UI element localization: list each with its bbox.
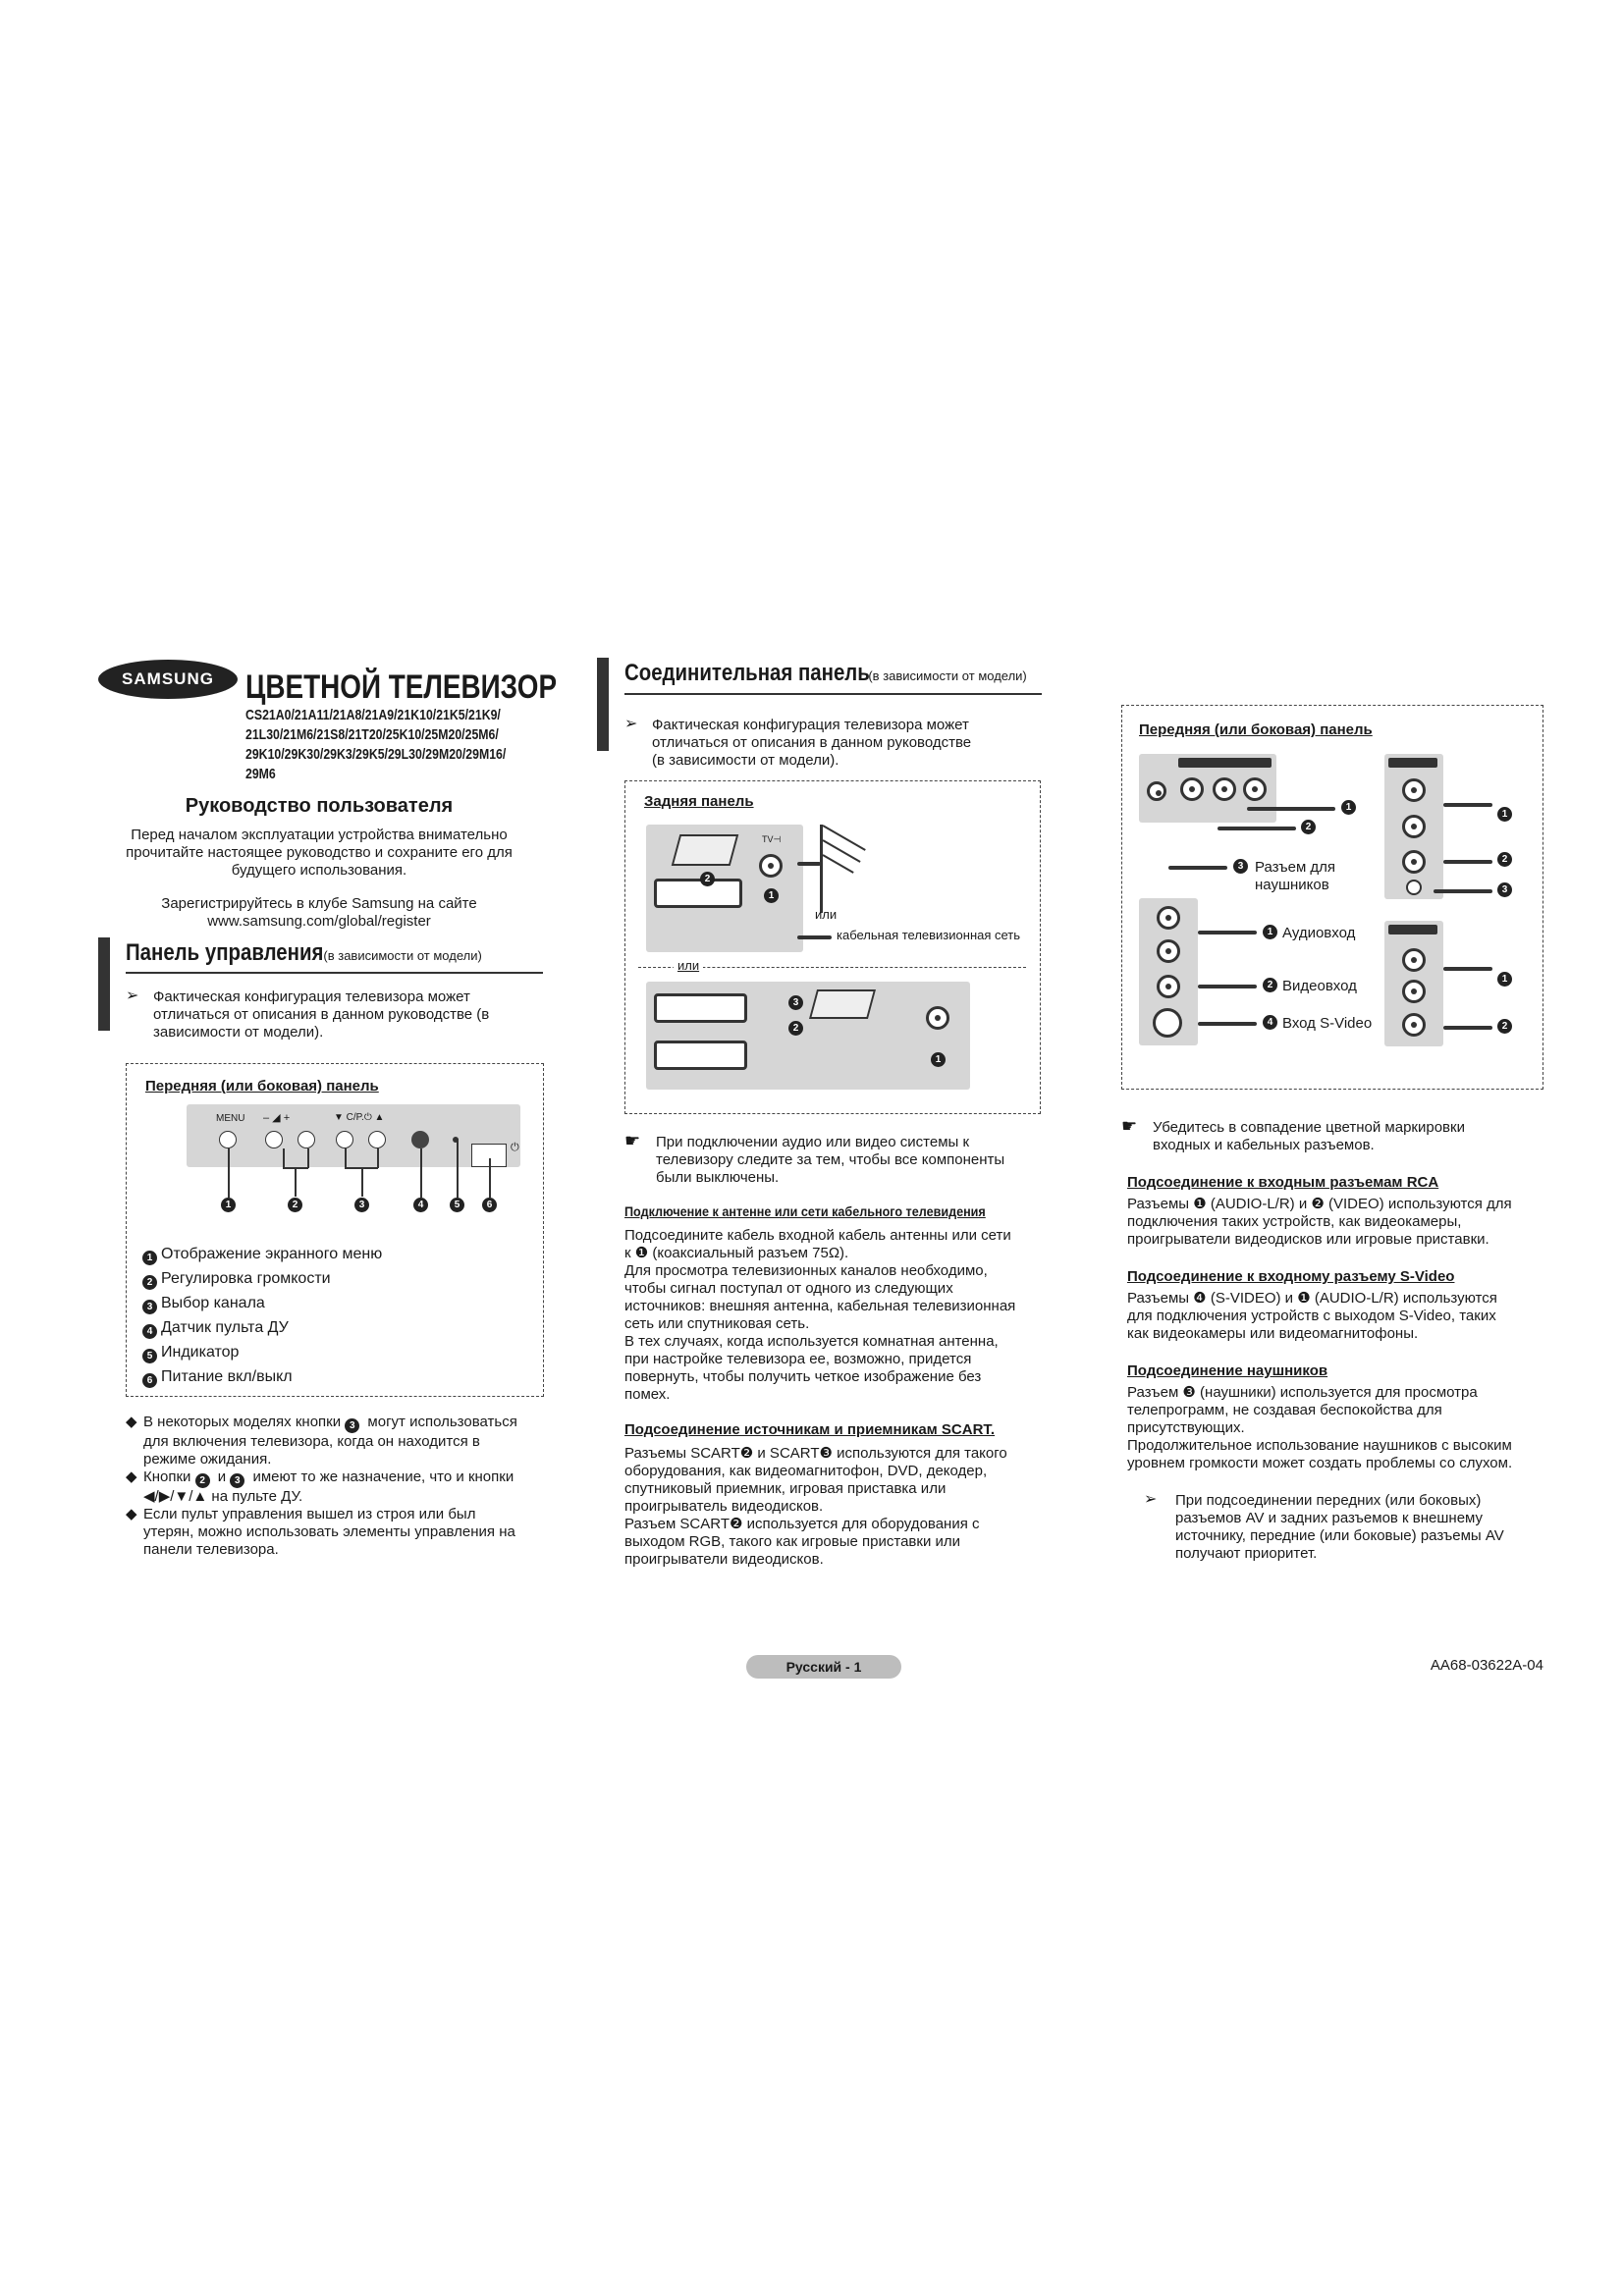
rca-text — [1127, 1196, 1559, 1249]
av-in-label-bar — [1388, 925, 1437, 934]
model-line: 21L30/21M6/21S8/21T20/25K10/25M20/25M6/ — [245, 726, 499, 743]
section-title: Панель управления — [126, 939, 324, 966]
rear-panel-diagram-2 — [646, 982, 970, 1090]
note-line: При подсоединении передних (или боковых) — [1175, 1492, 1482, 1509]
legend-text: Питание вкл/выкл — [161, 1368, 293, 1385]
or-label-2: или — [674, 958, 703, 974]
register-link[interactable]: www.samsung.com/global/register — [207, 913, 431, 930]
text-line: Разъемы ❹ (S-VIDEO) и ❶ (AUDIO-L/R) используются — [1127, 1290, 1497, 1307]
legend-item — [142, 1315, 382, 1340]
note-arrow-icon: ➢ — [126, 988, 139, 1004]
callout-5: 5 — [450, 1198, 464, 1212]
av-panel-diagram-3 — [1139, 898, 1198, 1045]
tv-control-strip — [187, 1104, 520, 1167]
control-legend — [142, 1242, 382, 1389]
priority-note — [1144, 1492, 1556, 1563]
intro-line: будущего использования. — [231, 862, 407, 879]
text-line: проигрыватели видеодисков или игровые приставки. — [1127, 1231, 1489, 1248]
audio-l-jack[interactable] — [1213, 777, 1236, 801]
section-title: Соединительная панель — [624, 660, 870, 686]
page-title: ЦВЕТНОЙ ТЕЛЕВИЗОР — [245, 668, 558, 706]
legend-item — [142, 1291, 382, 1315]
legend-number: 3 — [142, 1300, 157, 1314]
tv-in-label: TV⊣ — [762, 834, 782, 844]
text-line: помех. — [624, 1386, 671, 1403]
cable — [1198, 985, 1257, 988]
text-line: присутствующих. — [1127, 1419, 1245, 1436]
text-line: В тех случаях, когда используется комнатная антенна, — [624, 1333, 999, 1350]
warning-line: телевизору следите за тем, чтобы все компоненты — [656, 1151, 1005, 1168]
volume-up-button[interactable] — [298, 1131, 315, 1148]
video-jack[interactable] — [1402, 1013, 1426, 1037]
legend-text: Отображение экранного меню — [161, 1246, 383, 1262]
register-line: Зарегистрируйтесь в клубе Samsung на сайте — [161, 895, 477, 912]
menu-label: MENU — [216, 1113, 245, 1124]
cable — [1247, 807, 1335, 811]
audio-l-jack[interactable] — [1157, 906, 1180, 930]
cable — [1198, 931, 1257, 934]
cable — [1443, 803, 1492, 807]
text-line: Разъем SCART❷ используется для оборудования с — [624, 1516, 980, 1532]
model-list — [245, 706, 506, 784]
text-line: как видеокамеры или видеомагнитофоны. — [1127, 1325, 1419, 1342]
scart-plug-icon — [809, 989, 876, 1019]
cable — [1218, 827, 1296, 830]
section-bar — [98, 937, 110, 1031]
intro-line: Перед началом эксплуатации устройства внимательно — [131, 827, 508, 843]
text-line: сеть или спутниковая сеть. — [624, 1315, 810, 1332]
callout-line — [489, 1158, 491, 1198]
note-line: зависимости от модели). — [153, 1024, 324, 1041]
legend-text: Датчик пульта ДУ — [161, 1319, 289, 1336]
text-line: оборудования, как видеомагнитофон, DVD, декодер, — [624, 1463, 988, 1479]
callout-line — [228, 1148, 230, 1198]
note-line: получают приоритет. — [1175, 1545, 1318, 1562]
note-line: отличаться от описания в данном руководстве (в — [153, 1006, 490, 1023]
note-arrow-icon: ➢ — [1144, 1491, 1158, 1508]
page-number-badge: Русский - 1 — [746, 1655, 901, 1679]
samsung-logo — [98, 660, 238, 699]
note-line: источнику, передние (или боковые) разъемы AV — [1175, 1527, 1504, 1544]
cable — [1443, 860, 1492, 864]
front-callout-1b: 1 — [1497, 807, 1512, 822]
headphone-jack[interactable] — [1147, 781, 1166, 801]
section-title-connect — [624, 660, 1027, 687]
callout-numbers — [221, 1198, 515, 1217]
scart-connector — [654, 879, 742, 908]
section-note: (в зависимости от модели) — [323, 948, 482, 963]
cable — [1168, 866, 1227, 870]
rear-callout-2b: 2 — [788, 1021, 803, 1036]
front-callout-1: 1 — [1341, 800, 1356, 815]
warning-line: были выключены. — [656, 1169, 780, 1186]
bullet-number: 3 — [345, 1418, 359, 1433]
rear-callout-3: 3 — [788, 995, 803, 1010]
legend-number: 6 — [142, 1373, 157, 1388]
section-underline — [126, 972, 543, 974]
legend-text: Индикатор — [161, 1344, 240, 1361]
bullet-number: 2 — [195, 1473, 210, 1488]
text-line: Продолжительное использование наушников с высоким — [1127, 1437, 1512, 1454]
callout-line — [361, 1167, 363, 1197]
antenna-heading: Подключение к антенне или сети кабельного телевидения — [624, 1203, 986, 1219]
bullet-list — [126, 1414, 558, 1559]
text-line: подключения таких устройств, как видеокамеры, — [1127, 1213, 1462, 1230]
model-line: 29M6 — [245, 766, 276, 782]
bullet-text: панели телевизора. — [143, 1541, 279, 1558]
remote-sensor — [411, 1131, 429, 1148]
note-line: Убедитесь в совпадение цветной маркировки — [1153, 1119, 1465, 1136]
bullet-text: имеют то же назначение, что и кнопки — [248, 1468, 514, 1485]
video-jack[interactable] — [1180, 777, 1204, 801]
headphone-label — [1255, 859, 1335, 894]
bullet-text: могут использоваться — [363, 1414, 517, 1430]
legend-number: 1 — [142, 1251, 157, 1265]
bullet-text: ◀/▶/▼/▲ на пульте ДУ. — [143, 1488, 303, 1505]
bullet-item — [126, 1506, 558, 1559]
section-note: (в зависимости от модели) — [868, 668, 1027, 683]
audio-r-jack[interactable] — [1402, 815, 1426, 838]
text-line: Для просмотра телевизионных каналов необходимо, — [624, 1262, 988, 1279]
cable — [1443, 967, 1492, 971]
audio-r-jack[interactable] — [1243, 777, 1267, 801]
bullet-text: В некоторых моделях кнопки — [143, 1414, 346, 1430]
callout-1: 1 — [221, 1198, 236, 1212]
scart-connector-2 — [654, 993, 747, 1023]
bullet-item — [126, 1414, 558, 1468]
document-code: AA68-03622A-04 — [1430, 1657, 1543, 1674]
headphone-text — [1127, 1384, 1559, 1472]
bullet-text: режиме ожидания. — [143, 1451, 272, 1468]
callout-line — [457, 1139, 459, 1198]
antenna-text — [624, 1227, 1056, 1404]
legend-text: Выбор канала — [161, 1295, 265, 1311]
audio-r-jack[interactable] — [1402, 980, 1426, 1003]
control-panel-title: Передняя (или боковая) панель — [145, 1078, 379, 1095]
front-callout-3b: 3 — [1497, 882, 1512, 897]
section-bar — [597, 658, 609, 751]
hand-pointer-icon: ☛ — [624, 1131, 641, 1150]
rear-panel-diagram-1 — [646, 825, 803, 952]
bullet-text: для включения телевизора, когда он находится в — [143, 1433, 480, 1450]
antenna-jack[interactable] — [759, 854, 783, 878]
note-line: Фактическая конфигурация телевизора может — [652, 717, 969, 733]
bullet-text: Кнопки — [143, 1468, 195, 1485]
config-note — [126, 988, 548, 1041]
text-line: Разъемы ❶ (AUDIO-L/R) и ❷ (VIDEO) используются для — [1127, 1196, 1512, 1212]
volume-label: – ◢ + — [263, 1112, 291, 1124]
note-line: разъемов AV и задних разъемов к внешнему — [1175, 1510, 1484, 1526]
text-line: проигрыватели видеодисков. — [624, 1551, 824, 1568]
callout-line — [420, 1148, 422, 1198]
callout-2: 2 — [288, 1198, 302, 1212]
text-line: для подключения устройств с выходом S-Video, таких — [1127, 1308, 1496, 1324]
or-label: или — [815, 907, 838, 922]
legend-number: 5 — [142, 1349, 157, 1363]
front-callout-4: 4 — [1263, 1015, 1277, 1030]
front-callout-1c: 1 — [1263, 925, 1277, 939]
bullet-item — [126, 1468, 558, 1506]
bullet-text: утерян, можно использовать элементы управления на — [143, 1523, 515, 1540]
svideo-in-label: Вход S-Video — [1282, 1015, 1373, 1032]
text-line: проигрыватель видеодисков. — [624, 1498, 824, 1515]
config-note-middle — [624, 717, 1047, 770]
manual-title: Руководство пользователя — [185, 795, 454, 817]
volume-down-button[interactable] — [265, 1131, 283, 1148]
legend-number: 4 — [142, 1324, 157, 1339]
channel-down-button[interactable] — [336, 1131, 353, 1148]
headphone-heading: Подсоединение наушников — [1127, 1362, 1328, 1379]
section-title-panel — [126, 939, 482, 967]
front-callout-1d: 1 — [1497, 972, 1512, 987]
model-line: CS21A0/21A11/21A8/21A9/21K10/21K5/21K9/ — [245, 707, 501, 723]
rear-callout-1b: 1 — [931, 1052, 946, 1067]
rear-panel-title: Задняя панель — [644, 793, 754, 810]
menu-button[interactable] — [219, 1131, 237, 1148]
front-callout-2: 2 — [1301, 820, 1316, 834]
legend-item — [142, 1242, 382, 1266]
front-callout-2b: 2 — [1497, 852, 1512, 867]
antenna-cable — [797, 862, 821, 866]
svideo-text — [1127, 1290, 1559, 1343]
video-jack[interactable] — [1402, 850, 1426, 874]
cable — [1443, 1026, 1492, 1030]
text-line: к ❶ (коаксиальный разъем 75Ω). — [624, 1245, 849, 1261]
hand-pointer-icon: ☛ — [1121, 1116, 1138, 1136]
legend-text: Регулировка громкости — [161, 1270, 331, 1287]
callout-line — [345, 1148, 347, 1168]
bullet-text: и — [213, 1468, 231, 1485]
av-in-label-bar — [1388, 758, 1437, 768]
cable-tv-label: кабельная телевизионная сеть — [837, 928, 1021, 942]
callout-line — [283, 1148, 285, 1168]
legend-number: 2 — [142, 1275, 157, 1290]
channel-label: ▼ C/P.⏻ ▲ — [334, 1112, 385, 1123]
text-line: источников: внешняя антенна, кабельная телевизионная — [624, 1298, 1016, 1314]
note-arrow-icon: ➢ — [624, 716, 638, 732]
text-line: чтобы сигнал поступал от одного из следующих — [624, 1280, 953, 1297]
audio-l-jack[interactable] — [1402, 778, 1426, 802]
warning-note — [624, 1131, 1056, 1187]
text-line: телепрограмм, не создавая беспокойства для — [1127, 1402, 1442, 1418]
label-line: наушников — [1255, 877, 1329, 893]
callout-4: 4 — [413, 1198, 428, 1212]
legend-item — [142, 1340, 382, 1364]
text-line: повернуть, чтобы получить четкое изображение без — [624, 1368, 982, 1385]
warning-line: При подключении аудио или видео системы к — [656, 1134, 970, 1150]
audio-l-jack[interactable] — [1402, 948, 1426, 972]
front-callout-2d: 2 — [1497, 1019, 1512, 1034]
video-jack[interactable] — [1157, 975, 1180, 998]
headphone-jack[interactable] — [1406, 880, 1422, 895]
color-check-note — [1121, 1116, 1553, 1154]
cable — [1198, 1022, 1257, 1026]
note-line: отличаться от описания в данном руководстве — [652, 734, 972, 751]
antenna-jack-2[interactable] — [926, 1006, 949, 1030]
text-line: Разъем ❸ (наушники) используется для просмотра — [1127, 1384, 1478, 1401]
intro-line: прочитайте настоящее руководство и сохраните его для — [126, 844, 513, 861]
note-line: (в зависимости от модели). — [652, 752, 839, 769]
text-line: Разъемы SCART❷ и SCART❸ используются для такого — [624, 1445, 1007, 1462]
bullet-number: 3 — [230, 1473, 244, 1488]
section-underline — [624, 693, 1042, 695]
text-line: спутниковый приемник, игровая приставка или — [624, 1480, 947, 1497]
av-panel-diagram-1 — [1139, 754, 1276, 823]
text-line: при настройке телевизора ее, возможно, придется — [624, 1351, 972, 1367]
register-text — [98, 895, 540, 931]
rear-callout-2: 2 — [700, 872, 715, 886]
front-callout-2c: 2 — [1263, 978, 1277, 992]
audio-in-label: Аудиовход — [1282, 925, 1356, 941]
channel-up-button[interactable] — [368, 1131, 386, 1148]
diamond-icon: ◆ — [126, 1506, 137, 1522]
callout-line — [307, 1148, 309, 1168]
callout-6: 6 — [482, 1198, 497, 1212]
svideo-jack[interactable] — [1153, 1008, 1182, 1038]
rca-heading: Подсоединение к входным разъемам RCA — [1127, 1174, 1439, 1191]
scart-plug-icon — [672, 834, 739, 866]
bullet-text: Если пульт управления вышел из строя или был — [143, 1506, 476, 1522]
legend-item — [142, 1364, 382, 1389]
video-in-label: Видеовход — [1282, 978, 1357, 994]
diamond-icon: ◆ — [126, 1468, 137, 1485]
av-panel-diagram-4 — [1384, 921, 1443, 1046]
brand-text: SAMSUNG — [122, 669, 214, 688]
text-line: выходом RGB, такого как игровые приставки или — [624, 1533, 961, 1550]
front-av-title: Передняя (или боковая) панель — [1139, 721, 1373, 738]
front-callout-3: 3 — [1233, 859, 1248, 874]
label-line: Разъем для — [1255, 859, 1336, 876]
text-line: Подсоедините кабель входной кабель антенны или сети — [624, 1227, 1011, 1244]
audio-r-jack[interactable] — [1157, 939, 1180, 963]
note-line: входных и кабельных разъемов. — [1153, 1137, 1375, 1153]
note-line: Фактическая конфигурация телевизора может — [153, 988, 470, 1005]
rear-callout-1: 1 — [764, 888, 779, 903]
diamond-icon: ◆ — [126, 1414, 137, 1430]
antenna-icon — [820, 825, 879, 913]
svideo-heading: Подсоединение к входному разъему S-Video — [1127, 1268, 1455, 1285]
cable — [1434, 889, 1492, 893]
legend-item — [142, 1266, 382, 1291]
callout-line — [295, 1167, 297, 1197]
av-panel-diagram-2 — [1384, 754, 1443, 899]
text-line: уровнем громкости может создать проблемы со слухом. — [1127, 1455, 1513, 1471]
scart-connector-3 — [654, 1041, 747, 1070]
scart-text — [624, 1445, 1056, 1569]
callout-line — [377, 1148, 379, 1168]
intro-text — [98, 827, 540, 880]
av-in-label-bar — [1178, 758, 1272, 768]
scart-heading: Подсоединение источникам и приемникам SCART. — [624, 1421, 996, 1438]
cable-tv-line — [797, 935, 832, 939]
callout-3: 3 — [354, 1198, 369, 1212]
power-icon: ⏻ — [511, 1142, 519, 1153]
model-line: 29K10/29K30/29K3/29K5/29L30/29M20/29M16/ — [245, 746, 507, 763]
